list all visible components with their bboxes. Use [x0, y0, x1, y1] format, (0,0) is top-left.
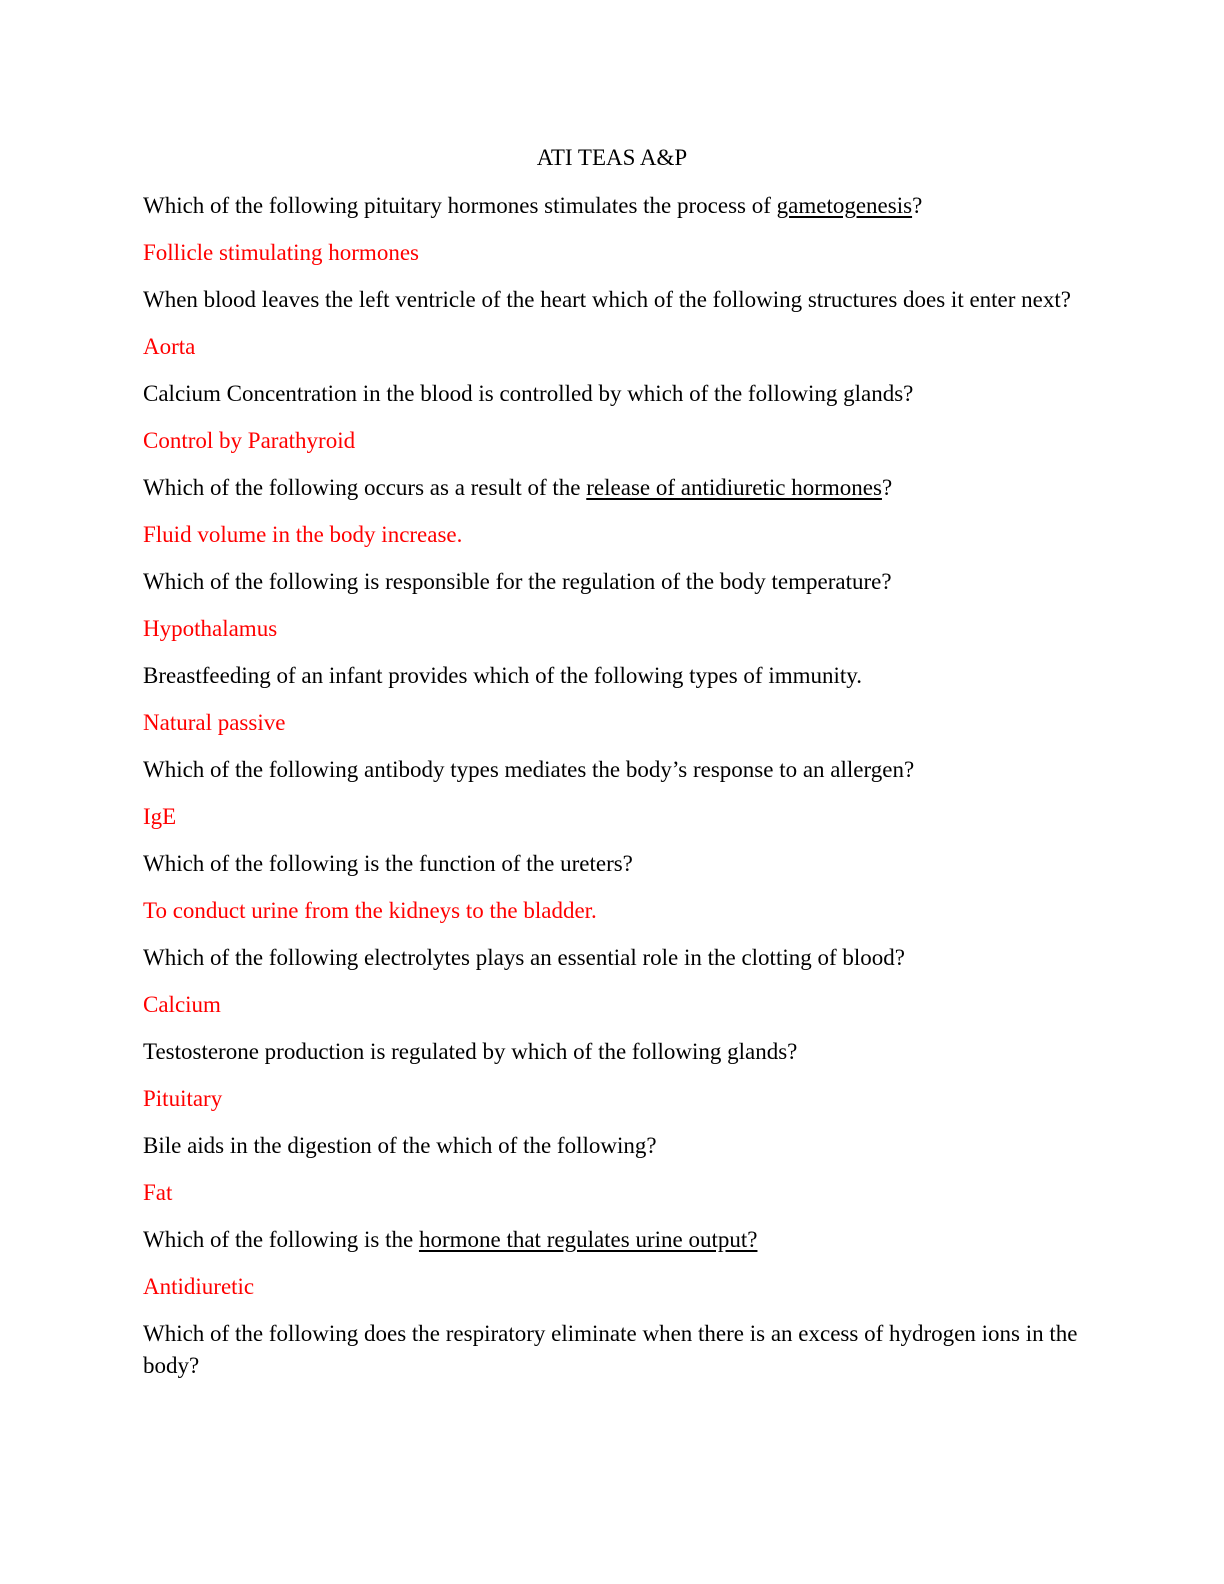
- question-text: Which of the following pituitary hormones stimulates the process of: [143, 193, 777, 218]
- question-13: [143, 1318, 1083, 1382]
- question-text: When blood leaves the left ventricle of the heart which of the following structures does it enter next?: [143, 287, 1071, 312]
- question-1: [143, 190, 1083, 222]
- question-12: [143, 1224, 1083, 1256]
- answer-3: Control by Parathyroid: [143, 428, 356, 453]
- question-11: [143, 1130, 1083, 1162]
- answer-12: Antidiuretic: [143, 1274, 255, 1299]
- question-text: Which of the following is the function of the ureters?: [143, 851, 633, 876]
- answer-11: Fat: [143, 1180, 173, 1205]
- question-text: Which of the following is responsible for the regulation of the body temperature?: [143, 569, 892, 594]
- question-text: Which of the following occurs as a result of the: [143, 475, 587, 500]
- question-punctuation: ?: [912, 193, 923, 218]
- answer-1: Follicle stimulating hormones: [143, 240, 419, 265]
- question-punctuation: ?: [881, 475, 893, 500]
- question-3: [143, 378, 1083, 410]
- question-10: [143, 1036, 1083, 1068]
- answer-6: Natural passive: [143, 710, 286, 735]
- page-title: ATI TEAS A&P: [536, 145, 688, 170]
- answer-8: To conduct urine from the kidneys to the bladder.: [143, 898, 597, 923]
- question-underlined-term: gametogenesis: [776, 193, 913, 218]
- question-4: [143, 472, 1083, 504]
- answer-9: Calcium: [143, 992, 221, 1017]
- qa-list: [143, 190, 1083, 1397]
- answer-5: Hypothalamus: [143, 616, 278, 641]
- question-underlined-term: release of antidiuretic hormones: [586, 475, 882, 500]
- question-text: Calcium Concentration in the blood is controlled by which of the following glands?: [143, 381, 914, 406]
- question-text: Which of the following electrolytes plays an essential role in the clotting of blood?: [143, 945, 905, 970]
- question-6: [143, 660, 1083, 692]
- question-text: Which of the following is the: [143, 1227, 419, 1252]
- question-5: [143, 566, 1083, 598]
- question-8: [143, 848, 1083, 880]
- question-2: [143, 284, 1083, 316]
- question-text: Testosterone production is regulated by which of the following glands?: [143, 1039, 798, 1064]
- question-text: Which of the following does the respiratory eliminate when there is an excess of hydrogen ions in the body?: [143, 1321, 1078, 1378]
- answer-2: Aorta: [143, 334, 196, 359]
- answer-4: Fluid volume in the body increase.: [143, 522, 463, 547]
- question-7: [143, 754, 1083, 786]
- answer-7: IgE: [143, 804, 177, 829]
- question-underlined-term: hormone that regulates urine output?: [418, 1227, 758, 1252]
- question-9: [143, 942, 1083, 974]
- question-text: Which of the following antibody types mediates the body’s response to an allergen?: [143, 757, 915, 782]
- question-text: Bile aids in the digestion of the which of the following?: [143, 1133, 657, 1158]
- answer-10: Pituitary: [143, 1086, 223, 1111]
- question-text: Breastfeeding of an infant provides which of the following types of immunity.: [143, 663, 863, 688]
